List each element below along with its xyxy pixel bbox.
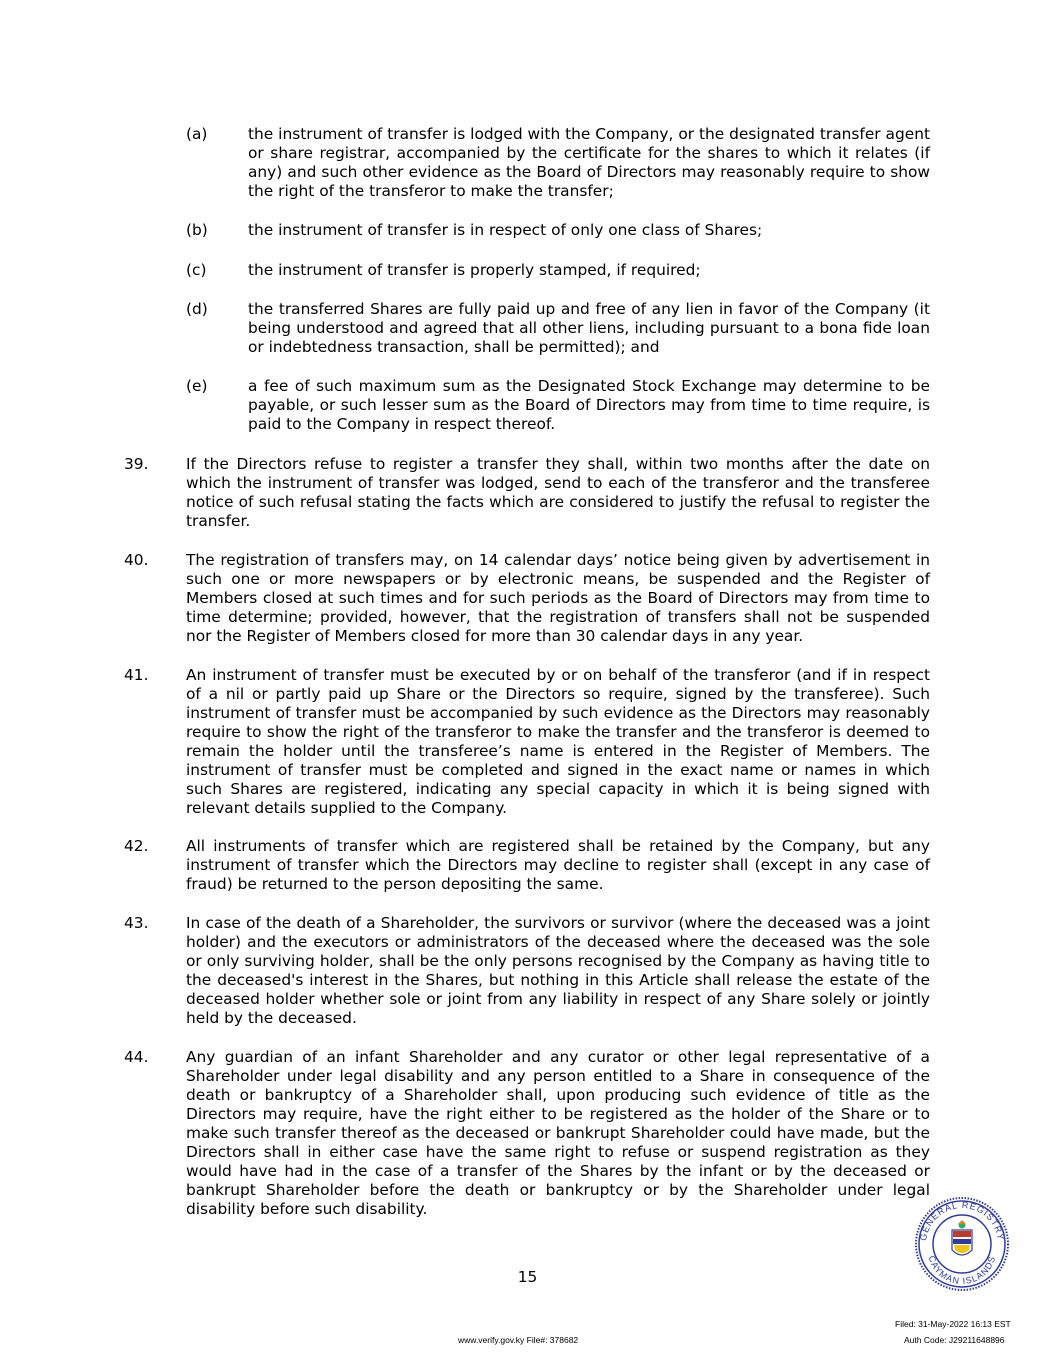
sub-item-label-a: (a) [186,125,208,143]
svg-text:CAYMAN ISLANDS [927,1254,998,1286]
sub-item-label-b: (b) [186,221,208,239]
article-number-42: 42. [124,837,149,855]
article-number-43: 43. [124,914,149,932]
sub-item-label-c: (c) [186,261,207,279]
page-number: 15 [517,1268,538,1286]
article-number-41: 41. [124,666,149,684]
article-text-42: All instruments of transfer which are registered shall be retained by the Company, but any instrument of transfer which the Directors may decline to register shall (except in any case of fraud) be returned to the person depositing the same. [186,837,930,893]
seal-bottom-text: CAYMAN ISLANDS [926,1254,998,1287]
article-text-43: In case of the death of a Shareholder, the survivors or survivor (where the deceased was a joint holder) and the executors or administrators of the deceased where the deceased was the sole or only surviving holder, shall be the only persons recognised by the Company as having title to the deceased's interest in the Shares, but nothing in this Article shall release the estate of the deceased holder whether sole or joint from any liability in respect of any Share solely or jointly held by the deceased. [186,914,930,1027]
article-number-40: 40. [124,551,149,569]
article-text-41: An instrument of transfer must be executed by or on behalf of the transferor (and if in respect of a nil or partly paid up Share or the Directors so require, signed by the transferee). Such instrument of transfer must be accompanied by such evidence as the Directors may reasonably require to show the right of the transferor to make the transfer and the transferor is deemed to remain the holder until the transferee’s name is entered in the Register of Members. The instrument of transfer must be completed and signed in the exact name or names in which such Shares are registered, indicating any special capacity in which it is being signed with relevant details supplied to the Company. [186,666,930,817]
article-text-39: If the Directors refuse to register a transfer they shall, within two months after the date on which the instrument of transfer was lodged, send to each of the transferor and the transferee notice of such refusal stating the facts which are considered to justify the refusal to register the transfer. [186,455,930,530]
footer-auth-code: Auth Code: J29211648896 [904,1335,1005,1345]
footer-filed: Filed: 31-May-2022 16:13 EST [895,1319,1011,1329]
seal-top-text: GENERAL REGISTRY [918,1199,1006,1242]
sub-item-label-d: (d) [186,300,208,318]
sub-item-text-a: the instrument of transfer is lodged with the Company, or the designated transfer agent or share registrar, accompanied by the certificate for the shares to which it relates (if any) and such other evidence as the Board of Directors may reasonably require to show the right of the transferor to make the transfer; [248,125,930,200]
sub-item-text-d: the transferred Shares are fully paid up and free of any lien in favor of the Company (it being understood and agreed that all other liens, including pursuant to a bona fide loan or indebtedness transaction, shall be permitted); and [248,300,930,356]
footer-verify: www.verify.gov.ky File#: 378682 [458,1335,579,1345]
sub-item-label-e: (e) [186,377,208,395]
sub-item-text-b: the instrument of transfer is in respect of only one class of Shares; [248,221,763,239]
article-number-39: 39. [124,455,149,473]
registry-seal-icon [902,1192,1022,1292]
article-text-44: Any guardian of an infant Shareholder and any curator or other legal representative of a Shareholder under legal disability and any person entitled to a Share in consequence of the death or bankruptcy of a Shareholder shall, upon producing such evidence of title as the Directors may require, have the right either to be registered as the holder of the Share or to make such transfer thereof as the deceased or bankrupt Shareholder could have made, but the Directors shall in either case have the same right to refuse or suspend registration as they would have had in the case of a transfer of the Shares by the infant or by the deceased or bankrupt Shareholder before the death or bankruptcy or by the Shareholder under legal disability before such disability. [186,1048,930,1218]
article-text-40: The registration of transfers may, on 14 calendar days’ notice being given by advertisement in such one or more newspapers or by electronic means, be suspended and the Register of Members closed at such times and for such periods as the Board of Directors may from time to time determine; provided, however, that the registration of transfers shall not be suspended nor the Register of Members closed for more than 30 calendar days in any year. [186,551,930,645]
sub-item-text-c: the instrument of transfer is properly stamped, if required; [248,261,701,279]
article-number-44: 44. [124,1048,149,1066]
sub-item-text-e: a fee of such maximum sum as the Designated Stock Exchange may determine to be payable, or such lesser sum as the Board of Directors may from time to time require, is paid to the Company in respect thereof. [248,377,930,433]
